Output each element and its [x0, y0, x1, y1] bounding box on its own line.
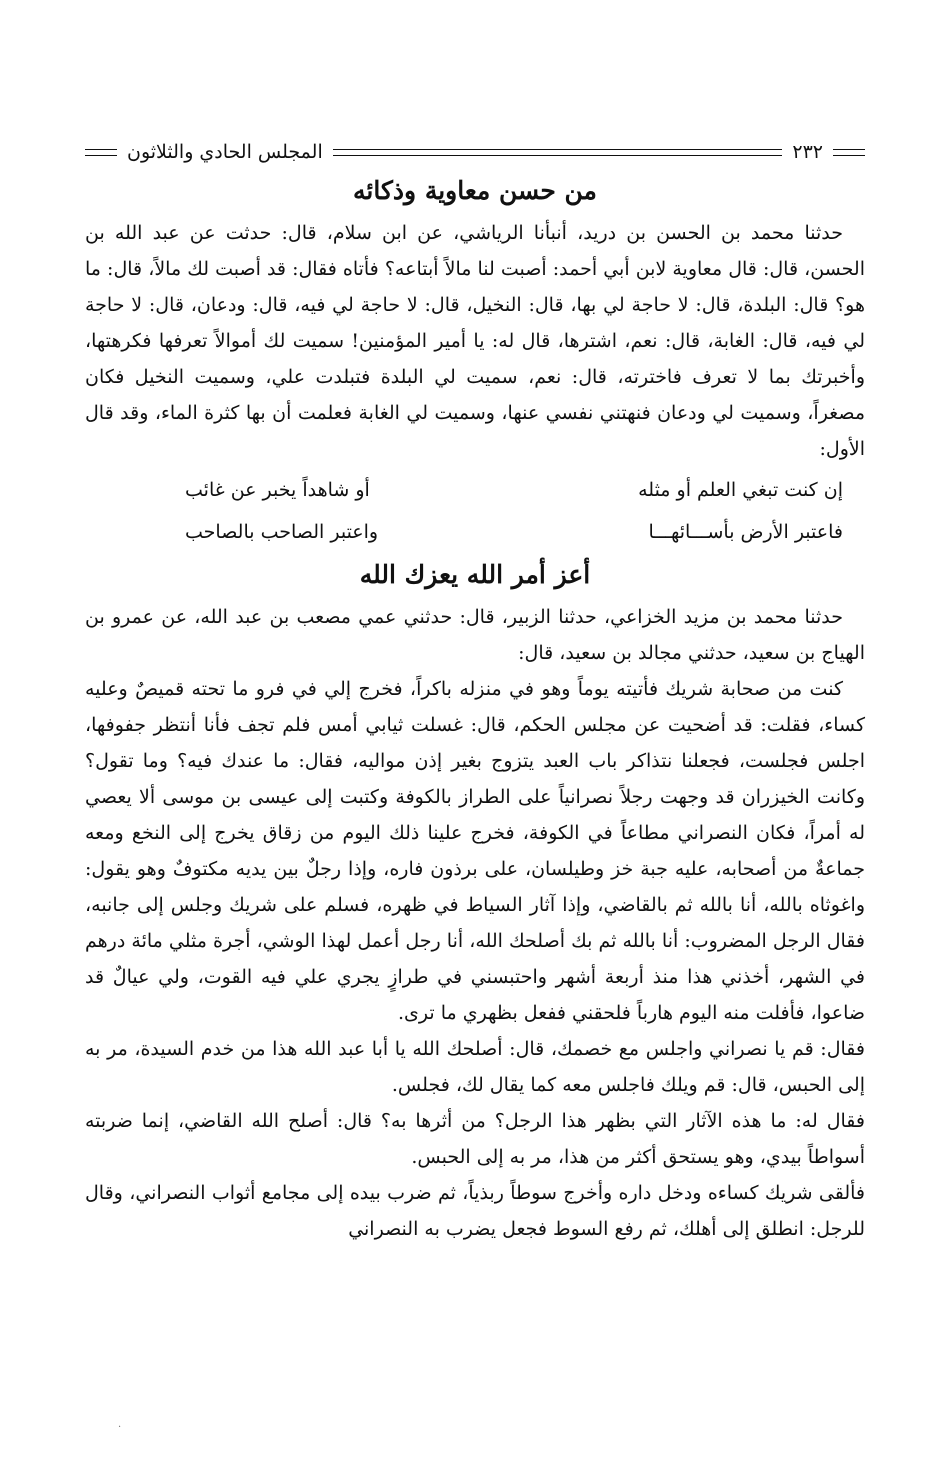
paragraph-judge-order: فقال: قم يا نصراني واجلس مع خصمك، قال: أصلحك الله يا أبا عبد الله هذا من خدم السيدة، مر به إلى الحبس، قال: قم ويلك فاجلس معه كما يقال لك، فجلس. [85, 1038, 865, 1096]
section-title-muawiya: من حسن معاوية وذكائه [353, 176, 597, 205]
section-title-amr-allah: أعز أمر الله يعزك الله [359, 560, 591, 589]
paragraph-question: فقال له: ما هذه الآثار التي بظهر هذا الرجل؟ من أثرها به؟ قال: أصلح الله القاضي، إنما ضربته أسواطاً بيدي، وهو يستحق أكثر من هذا، مر به إلى الحبس. [85, 1110, 865, 1168]
header-rule-left [85, 149, 117, 156]
paragraph-story: كنت من صحابة شريك فأتيته يوماً وهو في منزله باكراً، فخرج إلي في فرو ما تحته قميصٌ وعليه كساء، فقلت: قد أضحيت عن مجلس الحكم، قال: غسلت ثيابي أمس فلم تجف فأنا أنتظر جفوفها، اجلس فجلست، فجعلنا نتذاكر باب العبد يتزوج بغير إذن مواليه، فقال: ما عندك فيه؟ وما تقول؟ وكانت الخيزران قد وجهت رجلاً نصرانياً على الطراز بالكوفة وكتبت إلى عيسى بن موسى ألا يعصي له أمراً، فكان النصراني مطاعاً في الكوفة، فخرج علينا ذلك اليوم من زقاق يخرج إلى النخع ومعه جماعةٌ من أصحابه، عليه جبة خز وطيلسان، على برذون فاره، وإذا رجلٌ بين يديه مكتوفٌ وهو يقول: واغوثاه بالله، أنا بالله ثم بالقاضي، وإذا آثار السياط في ظهره، فسلم على شريك وجلس إلى جانبه، فقال الرجل المضروب: أنا بالله ثم بك أصلحك الله، أنا رجل أعمل لهذا الوشي، أجرة مثلي مائة درهم في الشهر، أخذني هذا منذ أربعة أشهر واحتبسني في طرازٍ يجري علي فيه القوت، ولي عيالٌ قد ضاعوا، فأفلت منه اليوم هارباً فلحقني ففعل بظهري ما ترى. [85, 678, 865, 1024]
chapter-title: المجلس الحادي والثلاثون [127, 141, 323, 163]
verse-line [85, 469, 865, 511]
paragraph-isnad: حدثنا محمد بن مزيد الخزاعي، حدثنا الزبير، قال: حدثني عمي مصعب بن عبد الله، عن عمرو بن الهياج بن سعيد، حدثني مجالد بن سعيد، قال: [85, 606, 865, 664]
book-page [85, 135, 865, 1247]
paragraph-punishment: فألقى شريك كساءه ودخل داره وأخرج سوطاً ربذياً، ثم ضرب بيده إلى مجامع أثواب النصراني، وقال للرجل: انطلق إلى أهلك، ثم رفع السوط فجعل يضرب به النصراني [85, 1182, 865, 1240]
header-rule-middle [333, 149, 783, 156]
verse-second-hemistich: واعتبر الصاحب بالصاحب [185, 521, 379, 543]
running-header [85, 135, 865, 169]
poem-verses [85, 469, 865, 553]
verse-second-hemistich: أو شاهداً يخبر عن غائب [185, 479, 370, 501]
verse-first-hemistich: فاعتبر الأرض بأســـائهـــا [648, 521, 843, 543]
verse-line [85, 511, 865, 553]
verse-first-hemistich: إن كنت تبغي العلم أو مثله [638, 479, 843, 501]
paragraph-muawiya: حدثنا محمد بن الحسن بن دريد، أنبأنا الرياشي، عن ابن سلام، قال: حدثت عن عبد الله بن الحسن، قال: قال معاوية لابن أبي أحمد: أصبت لنا مالاً أبتاعه؟ فأتاه فقال: قد أصبت لك مالاً، قال: ما هو؟ قال: البلدة، قال: لا حاجة لي بها، قال: النخيل، قال: لا حاجة لي فيه، قال: ودعان، قال: لا حاجة لي فيه، قال: الغابة، قال: نعم، اشترها، قال له: يا أمير المؤمنين! سميت لك أموالاً تعرفها فكرهتها، وأخبرتك بما لا تعرف فاخترته، قال: نعم، سميت لي البلدة فتبلدت علي، وسميت النخيل فكان مصغراً، وسميت لي ودعان فنهتني نفسي عنها، وسميت لي الغابة فعلمت أن بها كثرة الماء، وقد قال الأول: [85, 222, 865, 460]
header-rule-right [833, 149, 865, 156]
scan-dot: · [118, 1422, 122, 1433]
page-number: ٢٣٢ [792, 141, 823, 163]
